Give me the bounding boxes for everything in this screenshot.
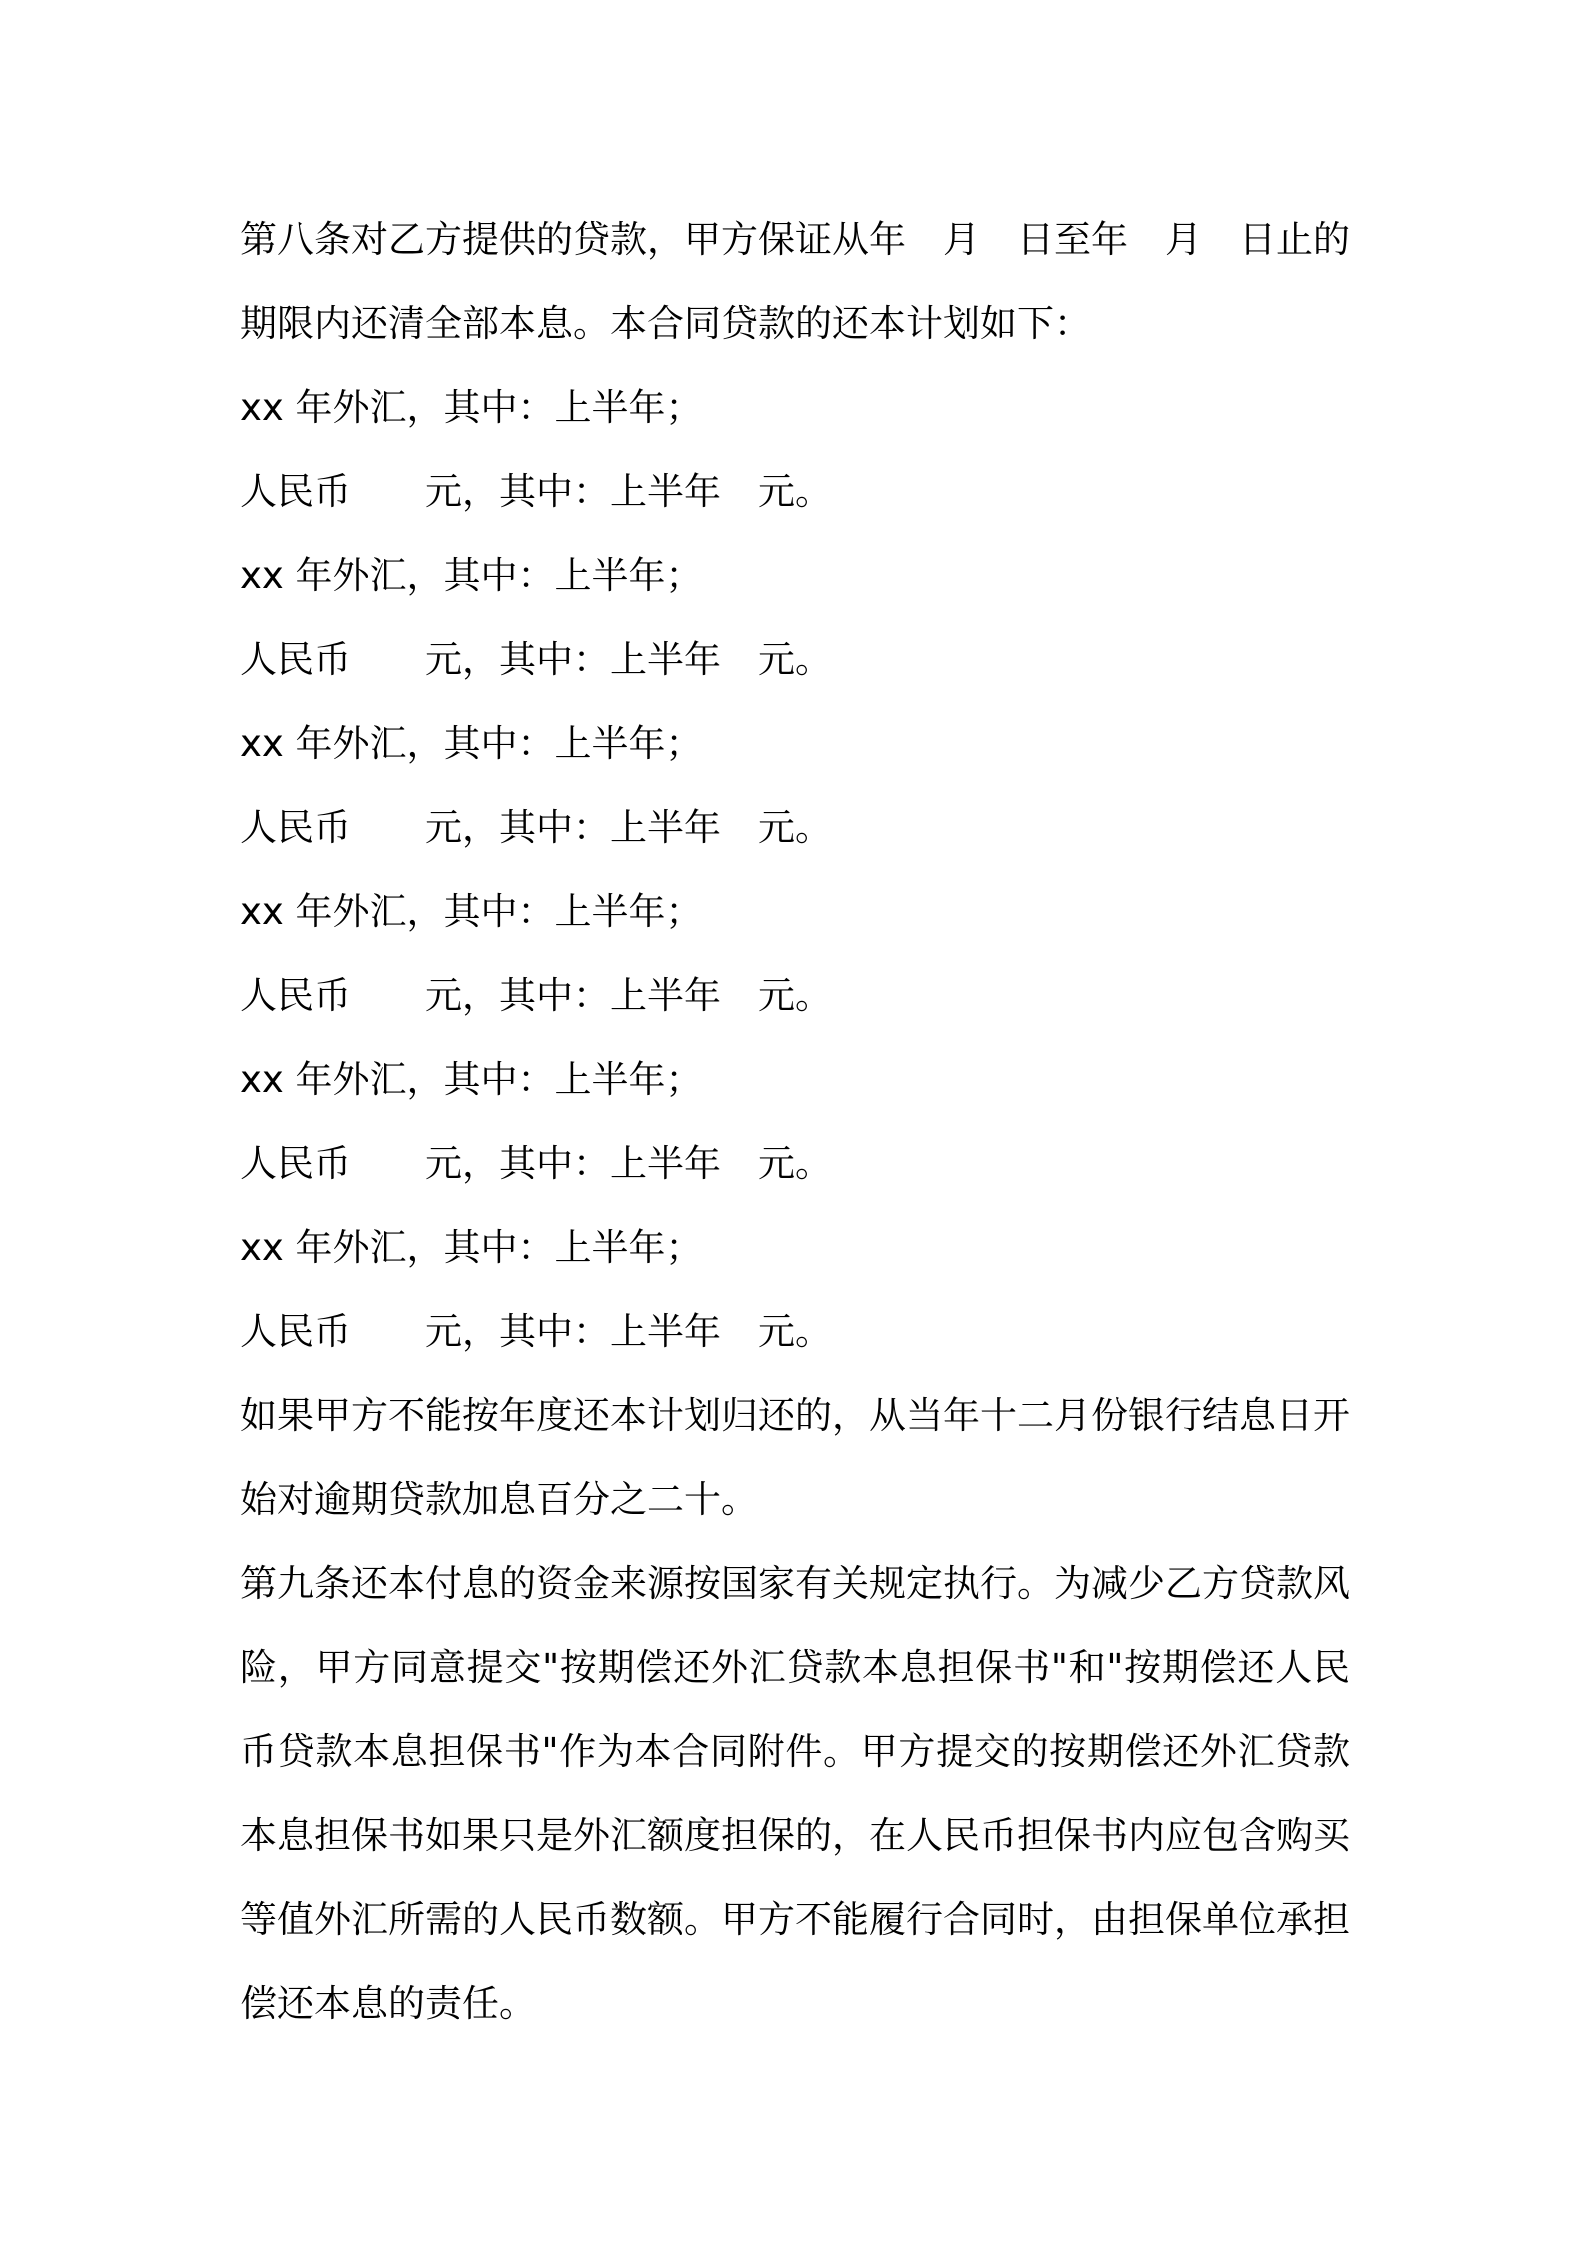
text-line: 始对逾期贷款加息百分之二十。 bbox=[240, 1478, 758, 1521]
text-line: 人民币 元，其中：上半年 元。 bbox=[240, 1310, 832, 1353]
text-line: 偿还本息的责任。 bbox=[240, 1982, 536, 2025]
text-line: 险，甲方同意提交"按期偿还外汇贷款本息担保书"和"按期偿还人民 bbox=[240, 1646, 1350, 1689]
text-line: xx 年外汇，其中：上半年； bbox=[240, 722, 703, 765]
text-line: 人民币 元，其中：上半年 元。 bbox=[240, 1142, 832, 1185]
text-line: xx 年外汇，其中：上半年； bbox=[240, 386, 703, 429]
document-body bbox=[240, 198, 1350, 2046]
text-line: 第九条还本付息的资金来源按国家有关规定执行。为减少乙方贷款风 bbox=[240, 1562, 1350, 1605]
text-line: 人民币 元，其中：上半年 元。 bbox=[240, 638, 832, 681]
text-line: 本息担保书如果只是外汇额度担保的，在人民币担保书内应包含购买 bbox=[240, 1814, 1350, 1857]
text-line: xx 年外汇，其中：上半年； bbox=[240, 1058, 703, 1101]
text-line: 等值外汇所需的人民币数额。甲方不能履行合同时，由担保单位承担 bbox=[240, 1898, 1350, 1941]
text-line: 如果甲方不能按年度还本计划归还的，从当年十二月份银行结息日开 bbox=[240, 1394, 1350, 1437]
text-line: xx 年外汇，其中：上半年； bbox=[240, 1226, 703, 1269]
text-line: 人民币 元，其中：上半年 元。 bbox=[240, 470, 832, 513]
text-line: 人民币 元，其中：上半年 元。 bbox=[240, 974, 832, 1017]
text-line: 币贷款本息担保书"作为本合同附件。甲方提交的按期偿还外汇贷款 bbox=[240, 1730, 1350, 1773]
text-line: 第八条对乙方提供的贷款，甲方保证从年 月 日至年 月 日止的 bbox=[240, 218, 1350, 261]
text-line: 人民币 元，其中：上半年 元。 bbox=[240, 806, 832, 849]
text-line: 期限内还清全部本息。本合同贷款的还本计划如下： bbox=[240, 302, 1091, 345]
text-line: xx 年外汇，其中：上半年； bbox=[240, 890, 703, 933]
text-line: xx 年外汇，其中：上半年； bbox=[240, 554, 703, 597]
